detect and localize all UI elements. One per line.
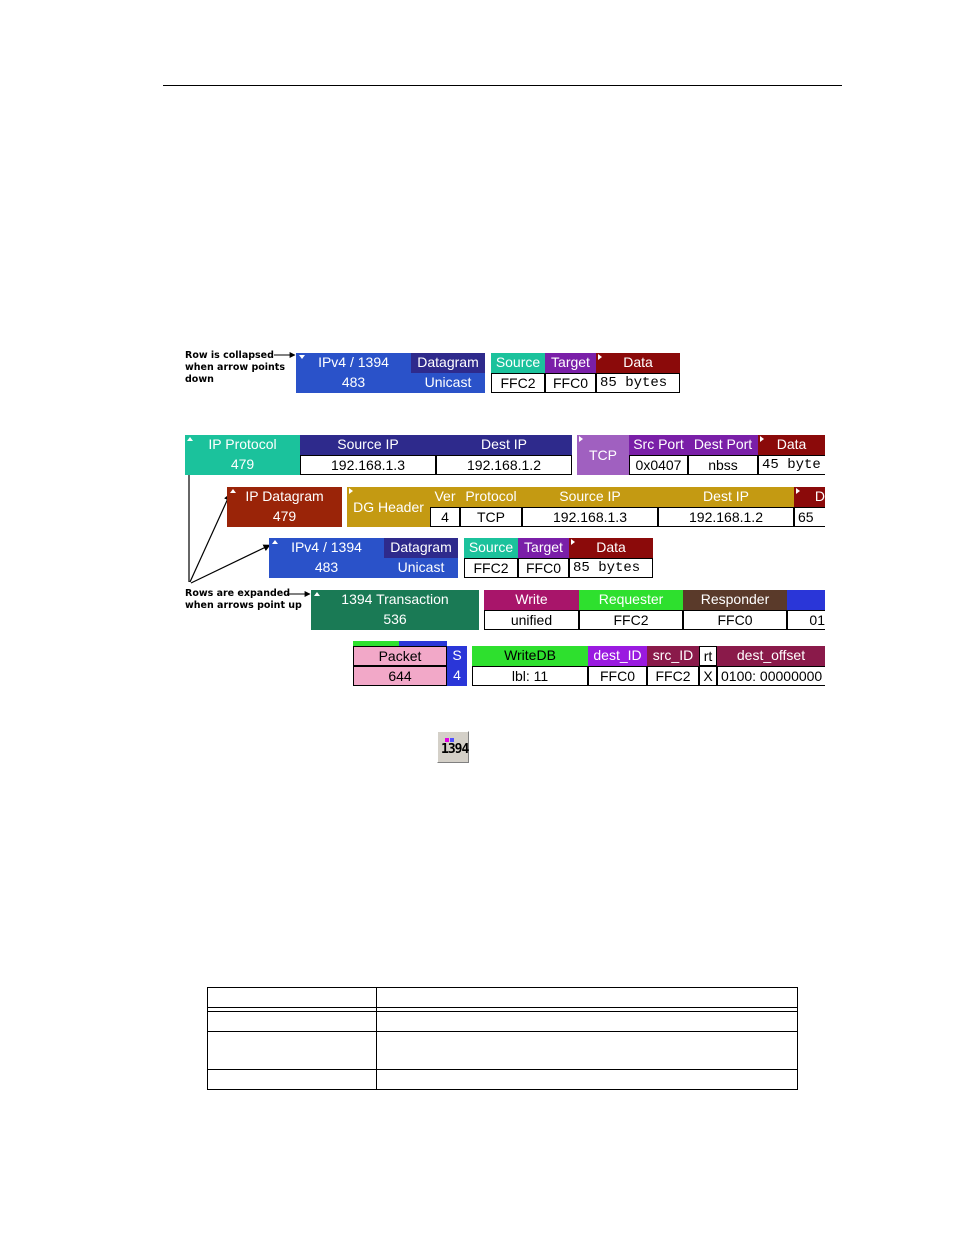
src-id-value: FFC2 [647,666,699,686]
source-ip-header: Source IP [300,435,436,455]
source-ip-header: Source IP [522,487,658,507]
dest-offset-header: dest_offset [717,646,825,666]
truncated-header[interactable]: D [794,487,825,507]
expand-arrow-icon[interactable] [230,489,236,493]
dest-id-header: dest_ID [588,646,647,666]
expand-arrow-icon[interactable] [314,592,320,596]
ieee1394-toolbar-icon[interactable] [437,731,469,763]
note-line: Rows are expanded [185,588,291,599]
src-port-value: 0x0407 [629,455,688,475]
source-ip-value: 192.168.1.3 [522,507,658,527]
target-value: FFC0 [545,373,596,393]
source-header: Source [464,538,518,558]
s-value: 4 [447,666,467,686]
target-value: FFC0 [518,558,569,578]
ipv4-value: 483 [296,373,411,393]
dest-port-header: Dest Port [688,435,758,455]
protocol-value: TCP [460,507,522,527]
data-header[interactable]: Data [596,353,680,373]
truncated-header [787,590,825,610]
data-value: 85 bytes [569,558,653,578]
s-header: S [447,646,467,666]
dest-port-value: nbss [688,455,758,475]
rt-value: X [699,666,717,686]
source-value: FFC2 [491,373,545,393]
ver-value: 4 [430,507,460,527]
src-port-header: Src Port [629,435,688,455]
expand-right-icon[interactable] [571,539,575,545]
note-line: down [185,374,214,385]
note-line: when arrow points [185,362,285,373]
table-cell [208,1012,377,1032]
write-header: Write [484,590,579,610]
expand-right-icon[interactable] [598,354,602,360]
table-row [208,1012,798,1032]
ipv4-header[interactable]: IPv4 / 1394 [296,353,411,373]
source-value: FFC2 [464,558,518,578]
expand-arrow-icon[interactable] [187,437,193,441]
write-value: unified [484,610,579,630]
responder-header: Responder [683,590,787,610]
table-cell [377,988,798,1008]
expand-right-icon[interactable] [579,436,583,442]
data-value: 45 byte [758,455,825,475]
ip-datagram-header[interactable]: IP Datagram [227,487,342,507]
transaction-value: 536 [311,610,479,630]
requester-header: Requester [579,590,683,610]
collapse-arrow-icon[interactable] [299,355,305,359]
dg-header-block[interactable]: DG Header [347,487,430,527]
writedb-header: WriteDB [472,646,588,666]
table-cell [208,988,377,1008]
dest-offset-value: 0100: 00000000 [717,666,825,686]
dest-ip-value: 192.168.1.2 [436,455,572,475]
source-ip-value: 192.168.1.3 [300,455,436,475]
dest-ip-value: 192.168.1.2 [658,507,794,527]
datagram-value: Unicast [411,373,485,393]
expand-arrow-icon[interactable] [272,540,278,544]
expand-right-icon[interactable] [349,488,353,494]
transaction-header[interactable]: 1394 Transaction [311,590,479,610]
ip-protocol-header[interactable]: IP Protocol [185,435,300,455]
datagram-header: Datagram [411,353,485,373]
table-cell [208,1070,377,1090]
table-row [208,1032,798,1070]
src-id-header: src_ID [647,646,699,666]
note-line: when arrows point up [185,600,302,611]
table-cell [208,1032,377,1070]
table-cell [377,1070,798,1090]
protocol-header: Protocol [460,487,522,507]
data-header[interactable]: Data [758,435,825,455]
data-value: 85 bytes [596,373,680,393]
ip-protocol-value: 479 [185,455,300,475]
packet-value: 644 [353,666,447,686]
note-line: Row is collapsed [185,350,274,361]
table-row [208,988,798,1008]
expand-right-icon[interactable] [796,488,800,494]
data-header[interactable]: Data [569,538,653,558]
ipv4-header[interactable]: IPv4 / 1394 [269,538,384,558]
dest-ip-header: Dest IP [658,487,794,507]
target-header: Target [518,538,569,558]
rt-header: rt [699,646,717,666]
datagram-value: Unicast [384,558,458,578]
dest-ip-header: Dest IP [436,435,572,455]
datagram-header: Datagram [384,538,458,558]
truncated-value: 01 [787,610,825,630]
empty-table [207,987,798,1090]
tcp-block[interactable]: TCP [577,435,629,475]
table-cell [377,1012,798,1032]
requester-value: FFC2 [579,610,683,630]
dest-id-value: FFC0 [588,666,647,686]
truncated-value: 65 [794,507,825,527]
ip-datagram-value: 479 [227,507,342,527]
ipv4-value: 483 [269,558,384,578]
responder-value: FFC0 [683,610,787,630]
icon-label: 1394 [441,742,469,757]
ver-header: Ver [430,487,460,507]
target-header: Target [545,353,596,373]
expand-right-icon[interactable] [760,436,764,442]
writedb-value: lbl: 11 [472,666,588,686]
table-cell [377,1032,798,1070]
packet-header[interactable]: Packet [353,646,447,666]
table-row [208,1070,798,1090]
source-header: Source [491,353,545,373]
